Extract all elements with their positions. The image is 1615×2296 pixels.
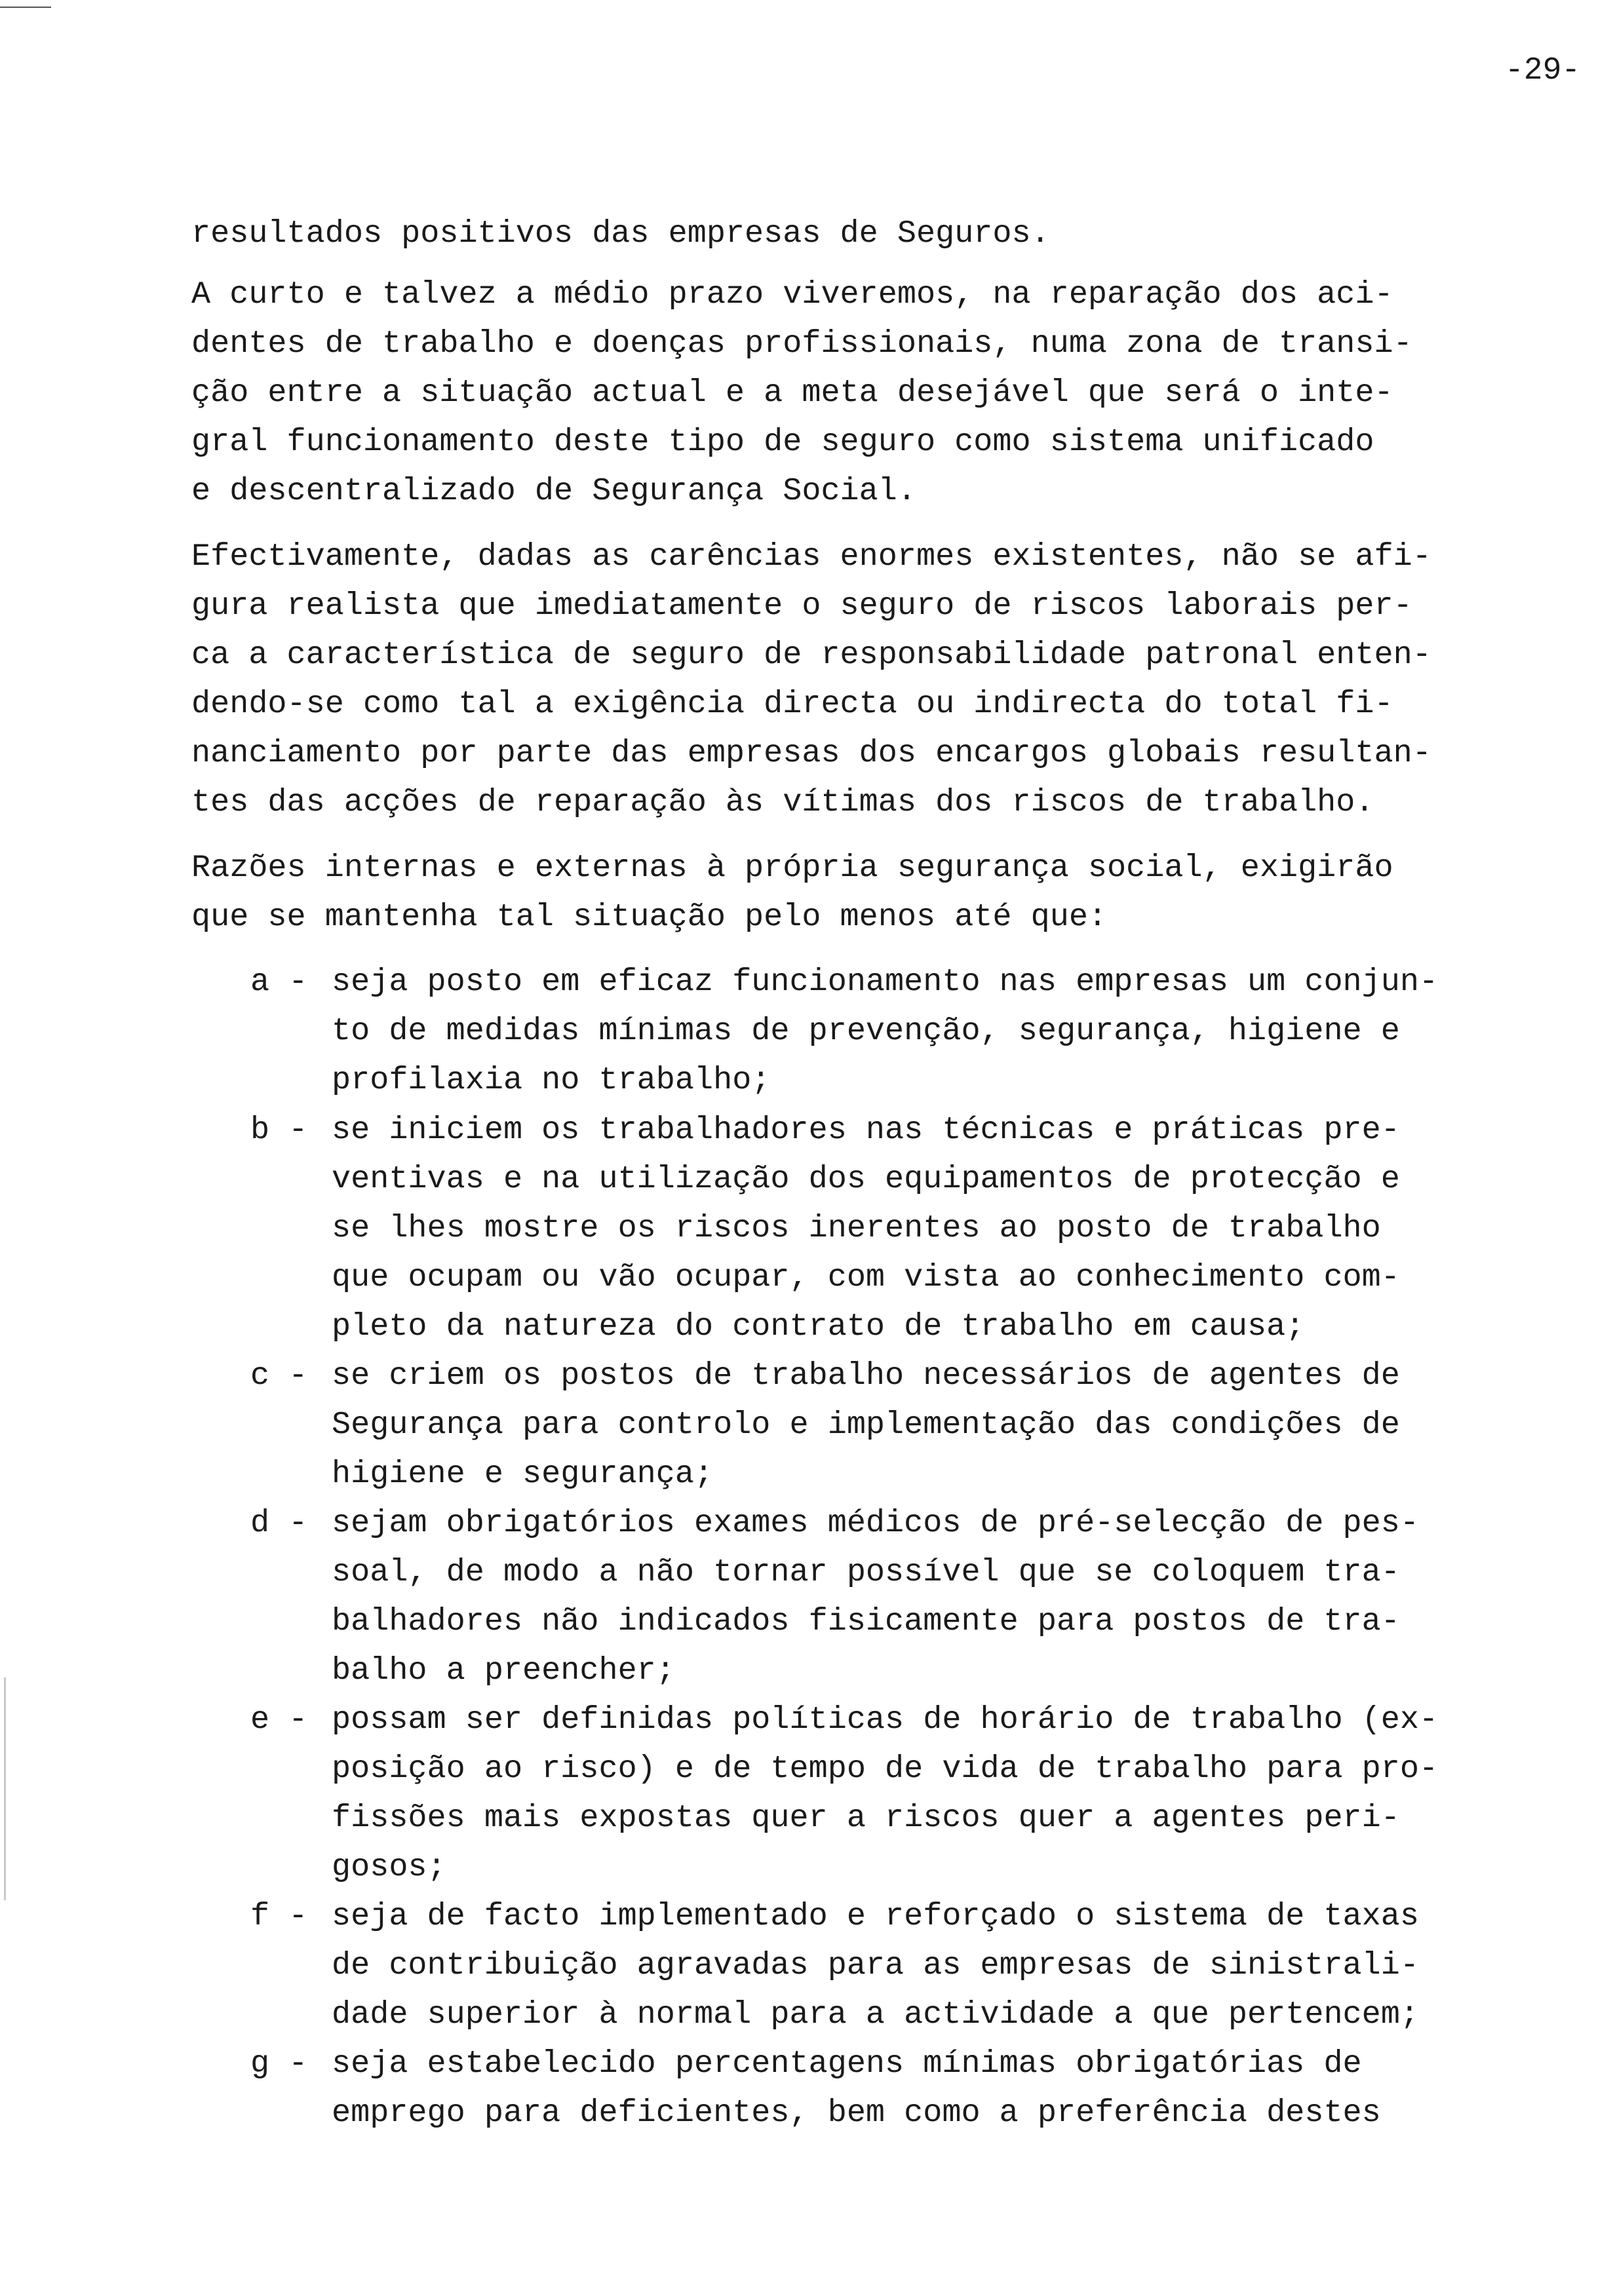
page-number: -29-: [1505, 53, 1581, 88]
list-item-d-line-3: balhadores não indicados fisicamente para postos de tra-: [332, 1603, 1400, 1639]
list-item-e-line-1: possam ser definidas políticas de horário de trabalho (ex-: [332, 1702, 1439, 1738]
list-item-f-line-2: de contribuição agravadas para as empresas de sinistrali-: [332, 1947, 1419, 1983]
paragraph-3-line-4: dendo-se como tal a exigência directa ou indirecta do total fi-: [191, 686, 1393, 722]
list-item-c-line-3: higiene e segurança;: [332, 1456, 714, 1492]
paragraph-2-line-4: gral funcionamento deste tipo de seguro como sistema unificado: [191, 424, 1374, 460]
list-item-e-line-3: fissões mais expostas quer a riscos quer a agentes peri-: [332, 1800, 1400, 1836]
top-edge-rule: [0, 7, 51, 8]
list-item-c-line-1: se criem os postos de trabalho necessários de agentes de: [332, 1358, 1400, 1394]
list-item-d-line-1: sejam obrigatórios exames médicos de pré-selecção de pes-: [332, 1505, 1419, 1541]
list-item-f-line-3: dade superior à normal para a actividade a que pertencem;: [332, 1997, 1419, 2033]
paragraph-1-line-1: resultados positivos das empresas de Seguros.: [191, 216, 1050, 252]
list-item-a-line-2: to de medidas mínimas de prevenção, segurança, higiene e: [332, 1013, 1400, 1049]
list-item-g-line-2: emprego para deficientes, bem como a preferência destes: [332, 2095, 1381, 2131]
list-item-a-line-3: profilaxia no trabalho;: [332, 1062, 771, 1098]
list-item-b-line-4: que ocupam ou vão ocupar, com vista ao conhecimento com-: [332, 1259, 1400, 1295]
list-item-g-line-1: seja estabelecido percentagens mínimas obrigatórias de: [332, 2046, 1362, 2082]
paragraph-4-line-2: que se mantenha tal situação pelo menos até que:: [191, 899, 1108, 935]
list-item-marker: a -: [250, 964, 308, 1000]
list-item-marker: f -: [250, 1898, 308, 1934]
list-item-b-line-5: pleto da natureza do contrato de trabalho em causa;: [332, 1309, 1305, 1345]
list-item-marker: d -: [250, 1505, 308, 1541]
paragraph-4-line-1: Razões internas e externas à própria segurança social, exigirão: [191, 850, 1393, 886]
paragraph-3-line-3: ca a característica de seguro de responsabilidade patronal enten-: [191, 637, 1431, 673]
list-item-b-line-2: ventivas e na utilização dos equipamentos de protecção e: [332, 1161, 1400, 1197]
list-item-b-line-3: se lhes mostre os riscos inerentes ao posto de trabalho: [332, 1210, 1381, 1246]
paragraph-3-line-6: tes das acções de reparação às vítimas dos riscos de trabalho.: [191, 784, 1374, 820]
list-item-a-line-1: seja posto em eficaz funcionamento nas empresas um conjun-: [332, 964, 1439, 1000]
list-item-marker: c -: [250, 1358, 308, 1394]
left-margin-mark: [4, 1677, 6, 1900]
list-item-marker: g -: [250, 2046, 308, 2082]
paragraph-2-line-1: A curto e talvez a médio prazo viveremos, na reparação dos aci-: [191, 277, 1393, 313]
list-item-f-line-1: seja de facto implementado e reforçado o sistema de taxas: [332, 1898, 1419, 1934]
list-item-e-line-4: gosos;: [332, 1849, 446, 1885]
paragraph-2-line-2: dentes de trabalho e doenças profissionais, numa zona de transi-: [191, 326, 1412, 362]
list-item-marker: b -: [250, 1112, 308, 1148]
list-item-marker: e -: [250, 1702, 308, 1738]
list-item-d-line-4: balho a preencher;: [332, 1653, 675, 1689]
paragraph-3-line-1: Efectivamente, dadas as carências enormes existentes, não se afi-: [191, 539, 1431, 575]
paragraph-2-line-3: ção entre a situação actual e a meta desejável que será o inte-: [191, 375, 1393, 411]
list-item-b-line-1: se iniciem os trabalhadores nas técnicas e práticas pre-: [332, 1112, 1400, 1148]
paragraph-3-line-2: gura realista que imediatamente o seguro de riscos laborais per-: [191, 588, 1412, 624]
paragraph-2-line-5: e descentralizado de Segurança Social.: [191, 473, 916, 509]
paragraph-3-line-5: nanciamento por parte das empresas dos encargos globais resultan-: [191, 735, 1431, 771]
list-item-e-line-2: posição ao risco) e de tempo de vida de trabalho para pro-: [332, 1751, 1439, 1787]
list-item-c-line-2: Segurança para controlo e implementação das condições de: [332, 1407, 1400, 1443]
list-item-d-line-2: soal, de modo a não tornar possível que se coloquem tra-: [332, 1554, 1400, 1590]
